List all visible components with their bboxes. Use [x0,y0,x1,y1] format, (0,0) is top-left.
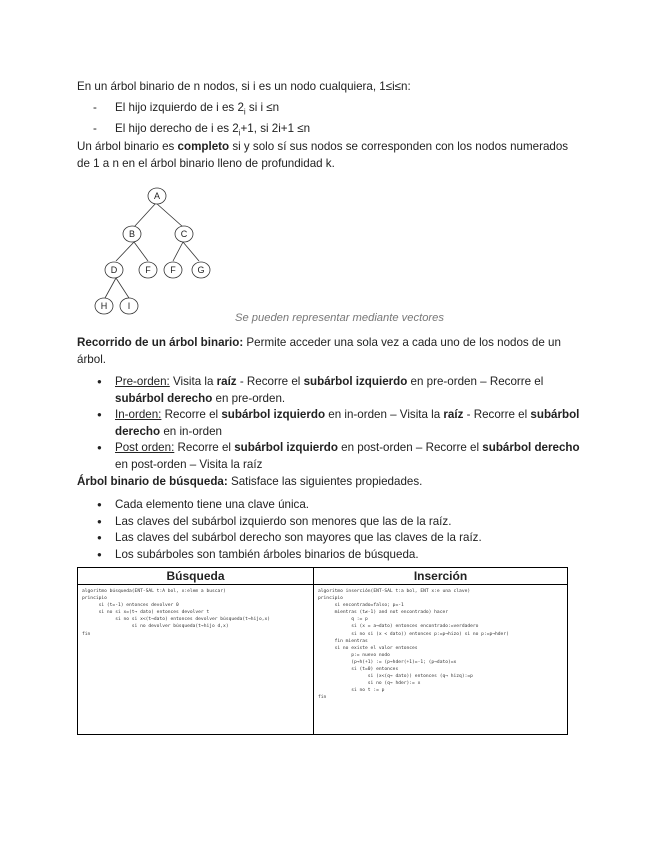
list-item: ● Las claves del subárbol derecho son mayores que las claves de la raíz. [77,530,582,547]
tree-label-h: H [100,301,108,311]
list-item: ● Los subárboles son también árboles binarios de búsqueda. [77,547,582,564]
tree-label-g: G [197,265,205,275]
children-list [77,100,582,142]
tree-label-c: C [180,229,188,239]
list-item: ● Post orden: Recorre el subárbol izquierdo en post-orden – Recorre el subárbol derecho en post-orden – Visita la raíz [77,440,582,473]
intro-text: En un árbol binario de n nodos, si i es un nodo cualquiera, 1≤i≤n: [77,80,411,93]
insert-header: Inserción [314,568,568,585]
traversal-list [77,374,582,473]
tree-label-f1: F [145,265,151,275]
traversal-paragraph: Recorrido de un árbol binario: Permite acceder una sola vez a cada uno de los nodos de un árbol. [77,336,561,366]
tree-label-d: D [110,265,118,275]
tree-label-b: B [128,229,136,239]
bst-paragraph: Árbol binario de búsqueda: Satisface las siguientes propiedades. [77,475,423,488]
list-item: ● Cada elemento tiene una clave única. [77,497,582,514]
insert-code: algoritmo inserción(ENT-SAL t:a bol, ENT x:e una clave) principio si encontrado=falso; p=-1 mientras (t≠-1) and not encontrado) hacer q := p si (x = a→dato) entonces encontrado:=verdadero si no si (x < dato)) entonces p:=p→hizo) si no p:=p→hder) fin mientras si no existe el valor entonces p:= nuevo nodo (p→h(+1) := (p→hder(+1)=-1; (p→dato)=x si (t=0) entonces si (x<(q→ dato)) entonces (q→ hizq):=p si no (q→ hder):= x si no t := p fin [314,585,568,735]
tree-caption: Se pueden representar mediante vectores [235,312,444,324]
complete-paragraph: Un árbol binario es completo si y solo sí sus nodos se corresponden con los nodos numerados de 1 a n en el árbol binario lleno de profundidad k. [77,140,569,170]
tree-label-i: I [127,301,131,311]
search-code: algoritmo búsqueda(ENT-SAL t:A bol, x:elem a buscar) principio si (t=-1) entonces devolver 0 si no si x=(t→ dato) entonces devolver t si no si x<(t→dato) entonces devolver búsqueda(t→hijo,x) si no devolver búsqueda(t→hijo d,x) fin [78,585,314,735]
list-item: ● Las claves del subárbol izquierdo son menores que las de la raíz. [77,514,582,531]
binary-tree-diagram [85,183,220,318]
tree-label-f2: F [170,265,176,275]
algorithms-table [77,567,568,735]
search-header: Búsqueda [78,568,314,585]
list-item: ● Pre-orden: Visita la raíz - Recorre el subárbol izquierdo en pre-orden – Recorre el subárbol derecho en pre-orden. [77,374,582,407]
bst-properties-list [77,497,582,563]
tree-label-a: A [153,191,161,201]
list-item: - El hijo izquierdo de i es $2_i$ si i ≤n [77,100,582,121]
list-item: - El hijo derecho de i es $2_i+1$, si 2i+1 ≤n [77,121,582,142]
list-item: ● In-orden: Recorre el subárbol izquierdo en in-orden – Visita la raíz - Recorre el subárbol derecho en in-orden [77,407,582,440]
